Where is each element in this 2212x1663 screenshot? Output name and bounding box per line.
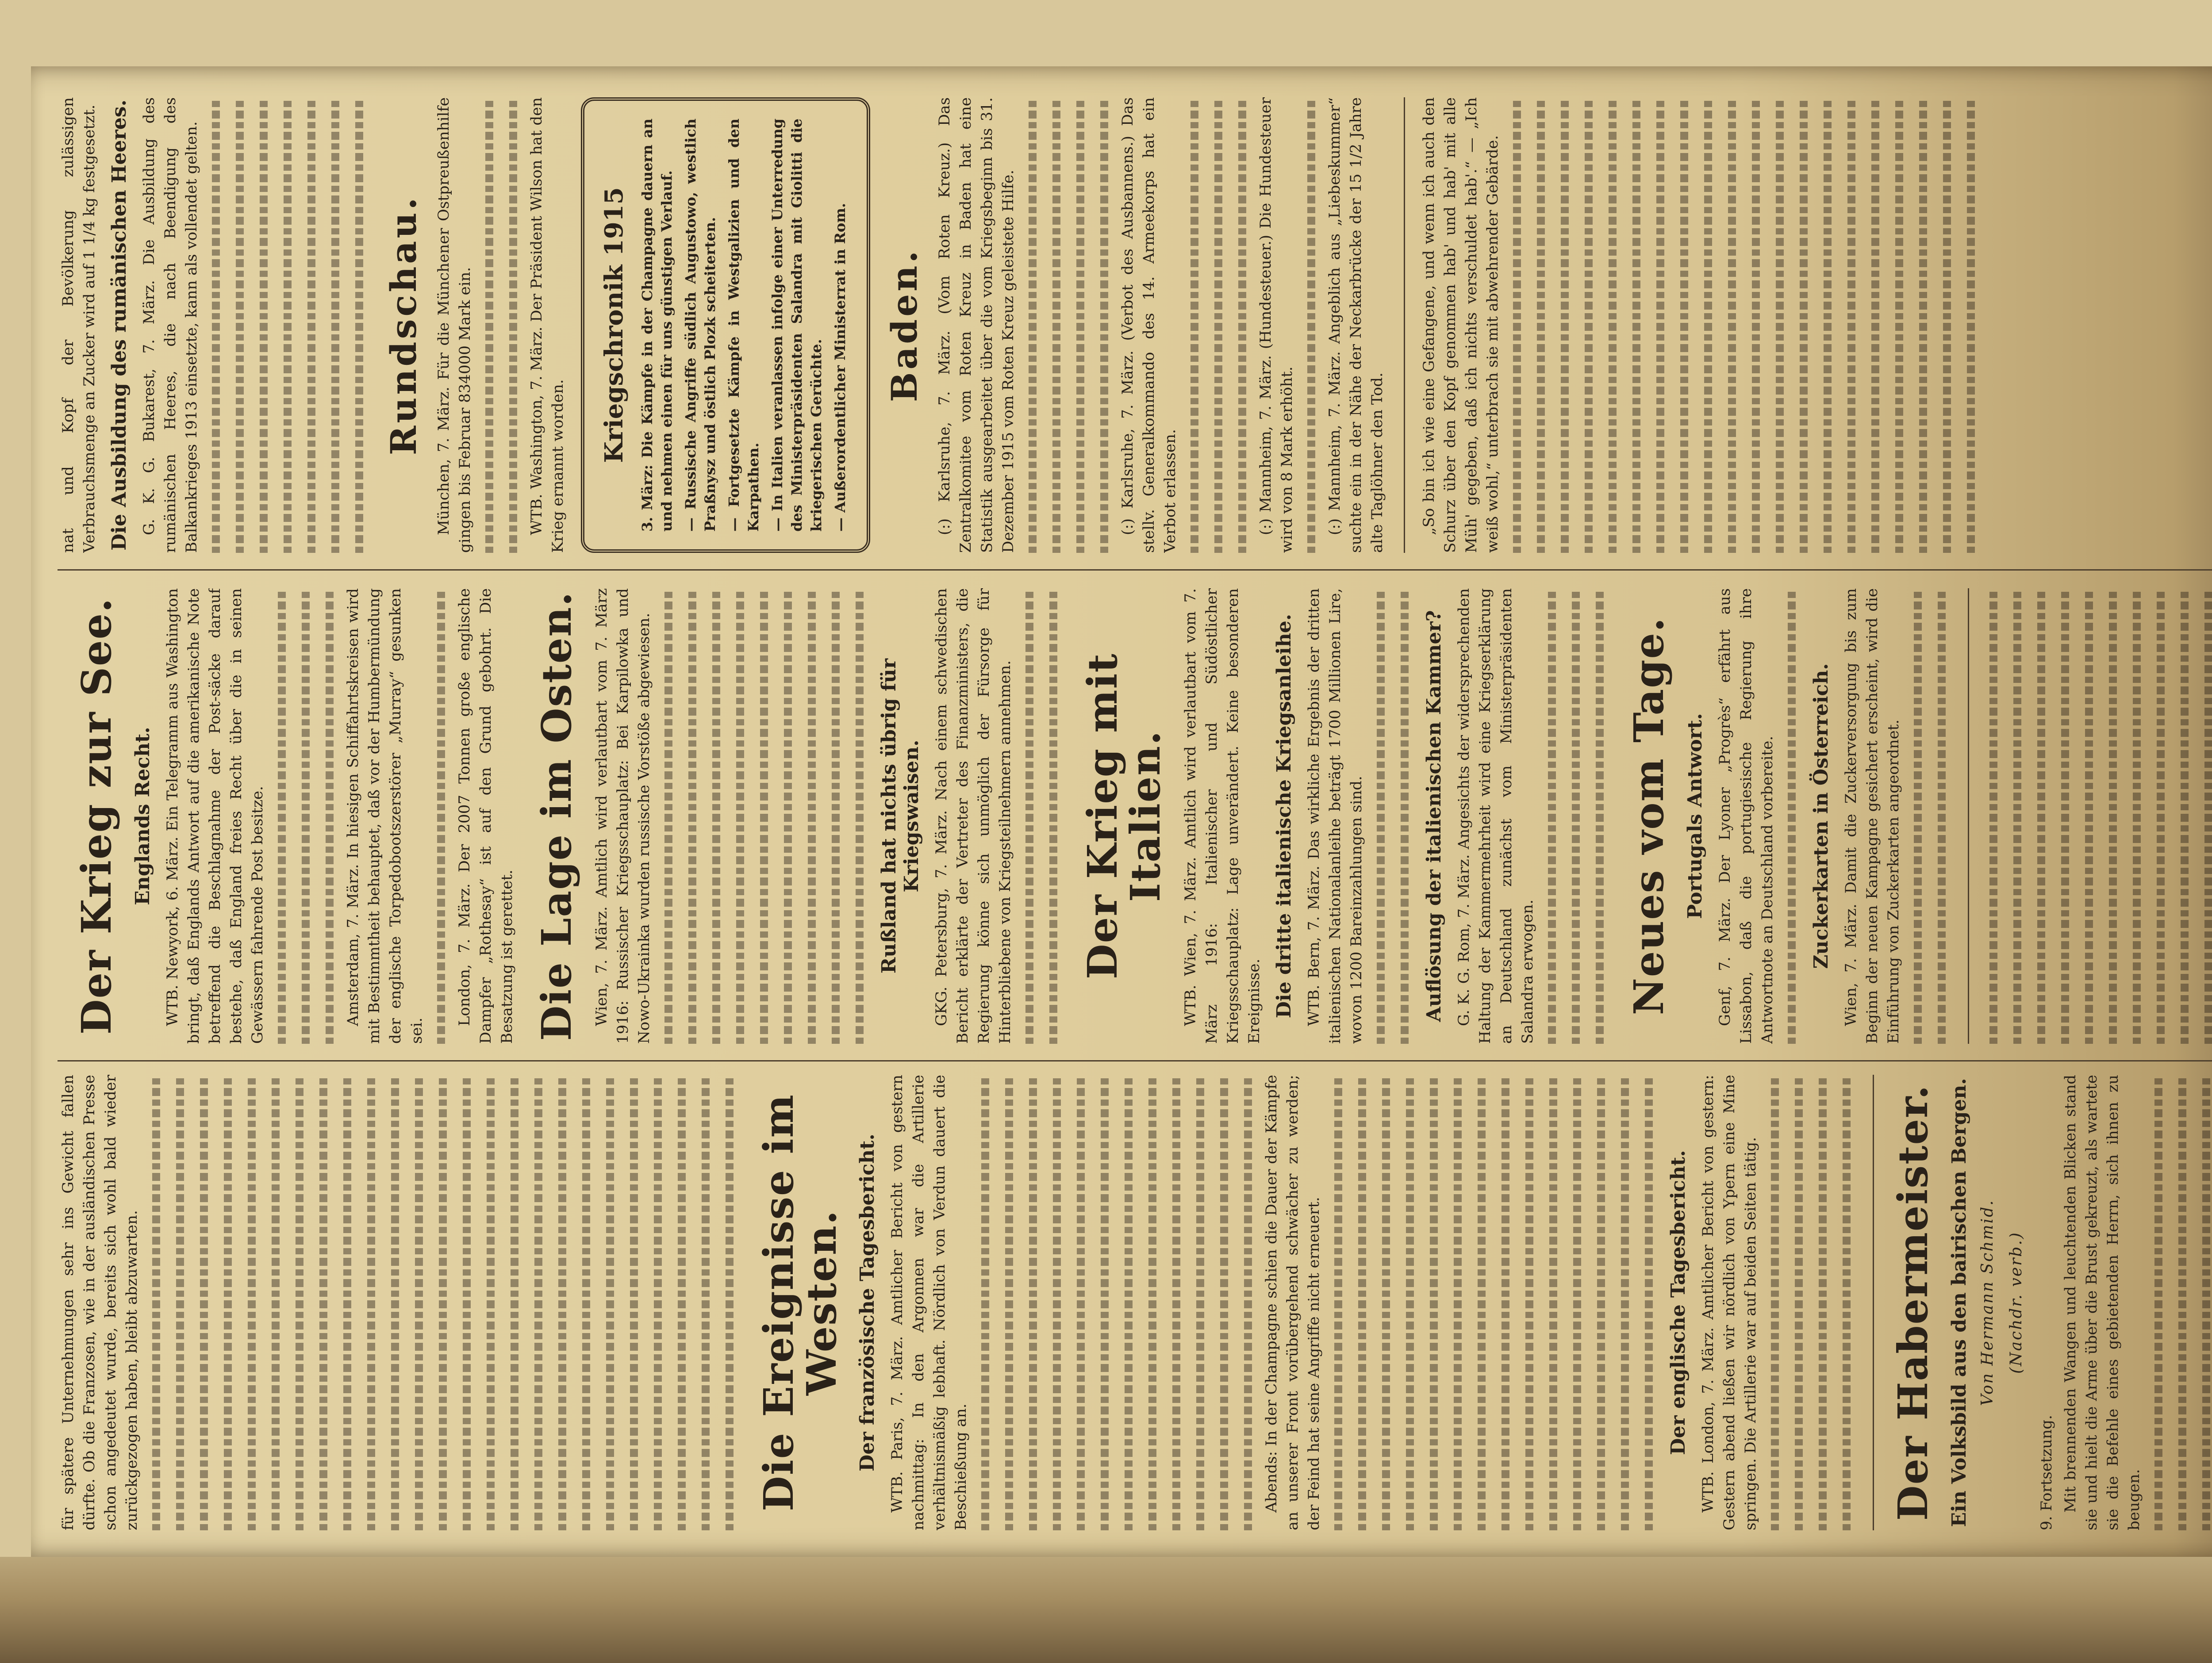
- war-chronicle-title: Kriegschronik 1915: [599, 187, 629, 463]
- feuilleton-story: Mit brennenden Wangen und leuchtenden Blicken stand sie und hielt die Arme über die Brust gekreuzt, als wartete sie die Befehle eines gebietenden Herrn, sich ihnen zu beugen.: [2061, 1075, 2143, 1530]
- war-chronicle-item: — Russische Angriffe südlich Augustowo, westlich Praßnysz und östlich Plozk scheiterten.: [682, 119, 718, 532]
- paragraph-washington: WTB. Washington, 7. März. Der Präsident Wilson hat den Krieg ernannt worden.: [528, 97, 567, 553]
- subhead-sugar-cards: Zuckerkarten in Österreich.: [1809, 663, 1832, 969]
- subhead-english-report: Der englische Tagesbericht.: [1667, 1150, 1690, 1455]
- paragraph-mannheim-dogtax: (:) Mannheim, 7. März. (Hundesteuer.) Die Hundesteuer wird von 8 Mark erhöht.: [1257, 97, 1296, 553]
- paragraph-karlsruhe-ban: (:) Karlsruhe, 7. März. (Verbot des Ausbannens.) Das stellv. Generalkommando des 14. Armeekorps hat ein Verbot erlassen.: [1119, 97, 1179, 553]
- subhead-french-report: Der französische Tagesbericht.: [856, 1134, 879, 1471]
- war-chronicle-item: — Außerordentlicher Ministerrat in Rom.: [832, 203, 849, 532]
- paragraph-italy-front: WTB. Wien, 7. März. Amtlich wird verlautbart vom 7. März 1916: Italienischer und Südöstlicher Kriegsschauplatz: Lage unverändert. Keine besonderen Ereignisse.: [1182, 588, 1263, 1044]
- column-rule: [58, 1060, 2212, 1061]
- subhead-england: Englands Recht.: [131, 727, 154, 905]
- paragraph-english-report: WTB. London, 7. März. Amtlicher Bericht von gestern: Gestern abend ließen wir nördlich von Ypern eine Mine springen. Die Artillerie war auf beiden Seiten tätig.: [1699, 1075, 1760, 1530]
- headline-feuilleton: Der Habermeister.: [1889, 1084, 1937, 1521]
- book-edge-bottom: [0, 1557, 2212, 1663]
- paragraph-karlsruhe-red-cross: (:) Karlsruhe, 7. März. (Vom Roten Kreuz.) Das Zentralkomitee vom Roten Kreuz in Baden hat eine Statistik ausgearbeitet über die vom Kriegsbeginn bis 31. Dezember 1915 vom Roten Kreuz geleistete Hilfe.: [936, 97, 1017, 553]
- headline-sea-war: Der Krieg zur See.: [73, 597, 120, 1035]
- paragraph-sugar-cont: nat und Kopf der Bevölkerung zulässigen Verbrauchsmenge an Zucker wird auf 1 1/4 kg festgesetzt.: [59, 97, 98, 553]
- paragraph-mannheim-suicide: (:) Mannheim, 7. März. Angeblich aus „Liebeskummer“ suchte ein in der Nähe der Neckarbrücke der 15 1/2 Jahre alte Taglöhner den Tod.: [1326, 97, 1386, 553]
- headline-italy: Der Krieg mit Italien.: [1079, 653, 1169, 979]
- paragraph-geneva: Genf, 7. März. Der Lyoner „Progrès“ erfährt aus Lissabon, daß die portugiesische Regierung ihre Antwortnote an Deutschland vorbereite.: [1716, 588, 1776, 1044]
- paragraph-vienna-east: Wien, 7. März. Amtlich wird verlautbart vom 7. März 1916: Russischer Kriegsschauplatz: Bei Karpilowka und Nowo-Ukrainka wurden russische Vorstöße abgewiesen.: [593, 588, 653, 1044]
- rotated-content: [31, 66, 2212, 1557]
- section-divider: [1404, 97, 1405, 553]
- subhead-italian-loan: Die dritte italienische Kriegsanleihe.: [1273, 613, 1296, 1019]
- war-chronicle-box: [581, 97, 870, 553]
- subhead-russia-orphans: Rußland hat nichts übrig für Kriegswaisen.: [878, 658, 923, 974]
- paragraph-petersburg: GKG. Petersburg, 7. März. Nach einem schwedischen Bericht erklärte der Vertreter des Finanzministers, die Regierung könne sich unmöglich der Fürsorge für Hinterbliebene von Kriegsteilnehmern annehmen.: [933, 588, 1014, 1044]
- feuilleton-story-continued: „So bin ich wie eine Gefangene, und wenn ich auch den Schurz über den Kopf genommen hab' und hab' mit alle Müh' gegeben, daß ich nichts verschuldet hab'.“ — „Ich weiß wohl,“ unterbrach sie mit abwehrender Gebärde.: [1420, 97, 1502, 553]
- column-1: [58, 1075, 2212, 1530]
- headline-east: Die Lage im Osten.: [532, 591, 580, 1041]
- war-chronicle-item: — In Italien veranlassen infolge einer Unterredung des Ministerpräsidenten Salandra mit Giolitti die kriegerischen Gerüchte.: [769, 119, 825, 532]
- feuilleton-author: Von Hermann Schmid.: [1978, 1199, 1997, 1406]
- paragraph-bern: WTB. Bern, 7. März. Das wirkliche Ergebnis der dritten italienischen Nationalanleihe beträgt 1700 Millionen Lire, wovon 1200 Bareinzahlungen sind.: [1305, 588, 1366, 1044]
- headline-west: Die Ereignisse im Westen.: [755, 1094, 845, 1511]
- section-rundschau: Rundschau.: [383, 195, 424, 456]
- intro-paragraph: für spätere Unternehmungen sehr ins Gewicht fallen dürfte. Ob die Franzosen, wie in der ausländischen Presse schon angedeutet wurde, bereits sich wohl bald wieder zurückgezogen haben, bleibt abzuwarten.: [59, 1075, 141, 1530]
- column-rule: [58, 569, 2212, 571]
- feuilleton-subtitle: Ein Volksbild aus den bairischen Bergen.: [1947, 1078, 1970, 1527]
- subhead-italian-chamber: Auflösung der italienischen Kammer?: [1423, 610, 1446, 1022]
- paragraph-vienna-sugar: Wien, 7. März. Damit die Zuckerversorgung bis zum Beginn der neuen Kampagne gesichert erscheint, wird die Einführung von Zuckerkarten angeordnet.: [1842, 588, 1902, 1044]
- column-2: [58, 588, 2212, 1044]
- headline-news: Neues vom Tage.: [1625, 617, 1673, 1015]
- section-baden: Baden.: [883, 248, 925, 402]
- paragraph-bukarest: G. K. G. Bukarest, 7. März. Die Ausbildung des rumänischen Heeres, die nach Beendigung des Balkankrieges 1913 einsetzte, kann als vollendet gelten.: [140, 97, 200, 553]
- paragraph-amsterdam: Amsterdam, 7. März. In hiesigen Schiffahrtskreisen wird mit Bestimmtheit behauptet, daß vor der Humbermündung der englische Torpedobootszerstörer „Murray“ gesunken sei.: [344, 588, 426, 1044]
- war-chronicle-item: — Fortgesetzte Kämpfe in Westgalizien und den Karpathen.: [726, 119, 762, 532]
- paragraph-munich: München, 7. März. Für die Münchener Ostpreußenhilfe gingen bis Februar 834000 Mark ein.: [435, 97, 474, 553]
- column-3: [58, 97, 2212, 553]
- section-divider: [1873, 1075, 1874, 1530]
- paragraph-french-report: WTB. Paris, 7. März. Amtlicher Bericht von gestern nachmittag: In den Argonnen war die Artillerie verhältnismäßig lebhaft. Nördlich von Verdun dauert die Beschießung an.: [888, 1075, 970, 1530]
- paragraph-newyork: WTB. Newyork, 6. März. Ein Telegramm aus Washington bringt, daß Englands Antwort auf die amerikanische Note betreffend die Beschlagnahme der Post-säcke darauf bestehe, daß England freies Recht über die in seinen Gewässern fahrende Post besitze.: [163, 588, 266, 1044]
- subhead-romanian-army: Die Ausbildung des rumänischen Heeres.: [108, 100, 131, 551]
- paragraph-french-evening: Abends: In der Champagne schien die Dauer der Kämpfe an unserer Front vorübergehend schwächer zu werden; der Feind hat seine Angriffe nicht erneuert.: [1263, 1075, 1323, 1530]
- feuilleton-continuation: 9. Fortsetzung.: [2037, 1415, 2055, 1530]
- subhead-portugal: Portugals Antwort.: [1683, 713, 1706, 919]
- war-chronicle-item: 3. März: Die Kämpfe in der Champagne dauern an und nehmen einen für uns günstigen Verlauf.: [639, 119, 675, 532]
- paragraph-rome: G. K. G. Rom, 7. März. Angesichts der widersprechenden Haltung der Kammermehrheit wird eine Kriegserklärung an Deutschland zunächst vom Ministerpräsidenten Salandra erwogen.: [1455, 588, 1537, 1044]
- feuilleton-note: (Nachdr. verb.): [2007, 1231, 2025, 1374]
- section-divider: [1968, 588, 1969, 1044]
- paragraph-london: London, 7. März. Der 2007 Tonnen große englische Dampfer „Rothesay“ ist auf den Grund gebohrt. Die Besatzung ist gerettet.: [455, 588, 516, 1044]
